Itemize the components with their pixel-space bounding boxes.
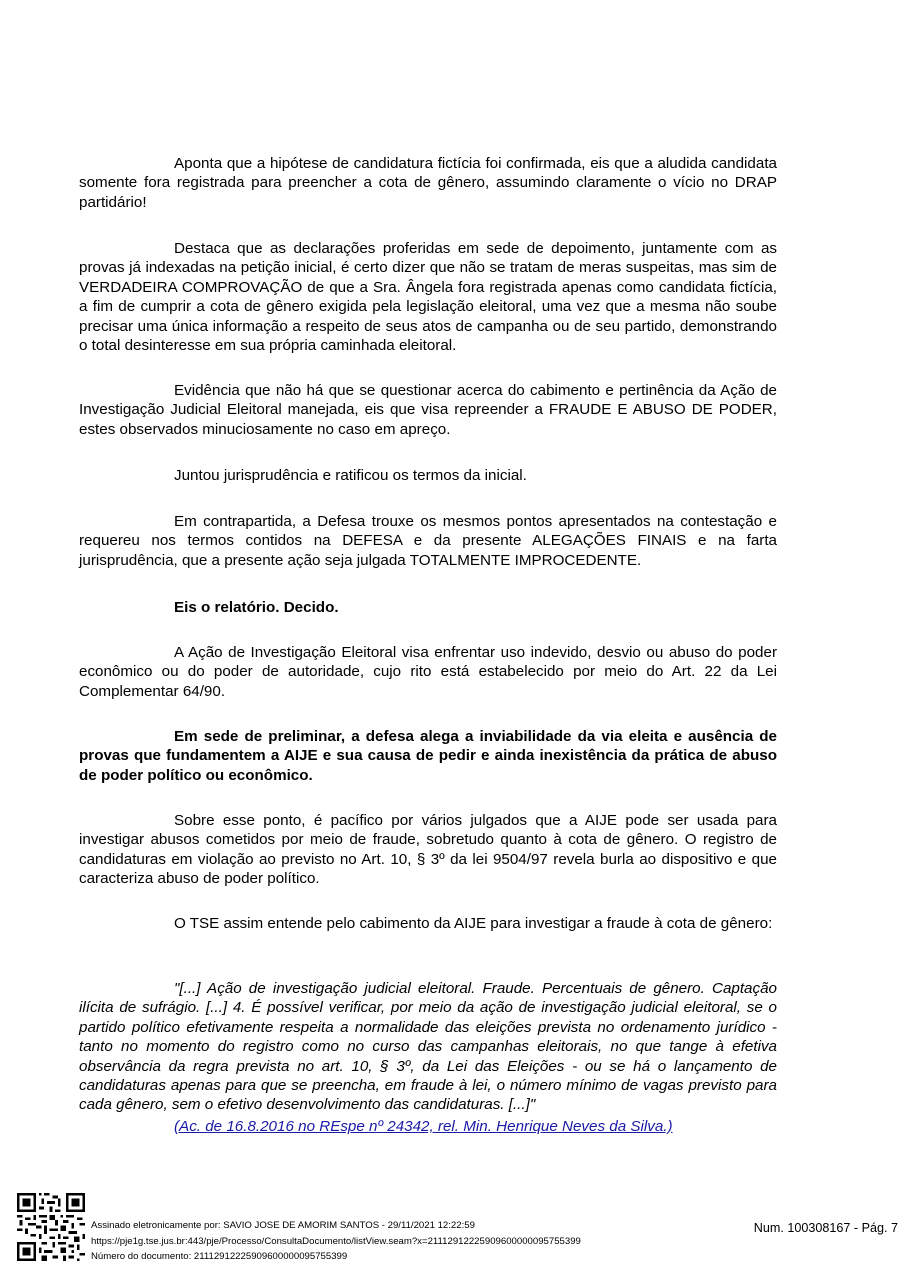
paragraph-hipotese: Aponta que a hipótese de candidatura fictícia foi confirmada, eis que a aludida candidata somente fora registrada para preencher a cota de gênero, assumindo claramente o vício no DRAP partidário!: [79, 155, 777, 211]
footer-signed-by: Assinado eletronicamente por: SAVIO JOSE DE AMORIM SANTOS - 29/11/2021 12:22:59: [91, 1220, 475, 1231]
paragraph-sobre-ponto: Sobre esse ponto, é pacífico por vários julgados que a AIJE pode ser usada para investigar abusos cometidos por meio de fraude, sobretudo quanto à cota de gênero. O registro de candidaturas em violação ao previsto no Art. 10, § 3º da lei 9504/97 revela burla ao dispositivo e que caracteriza abuso de poder político.: [79, 812, 777, 888]
citation-link[interactable]: (Ac. de 16.8.2016 no REspe nº 24342, rel. Min. Henrique Neves da Silva.): [174, 1118, 673, 1135]
page-number: Num. 100308167 - Pág. 7: [753, 1221, 898, 1235]
footer-doc-number: Número do documento: 21112912225909600000095755399: [91, 1251, 348, 1262]
paragraph-relatorio: Eis o relatório. Decido.: [174, 599, 339, 616]
paragraph-declaracoes: Destaca que as declarações proferidas em sede de depoimento, juntamente com as provas já indexadas na petição inicial, é certo dizer que não se tratam de meras suspeitas, mas sim de VERDADEIRA COMPROVAÇÃO de que a Sra. Ângela fora registrada apenas como candidata fictícia, a fim de cumprir a cota de gênero exigida pela legislação eleitoral, uma vez que a mesma não soube precisar uma única informação a respeito de seus atos de campanha ou de seu partido, demonstrando o total desinteresse em sua própria caminhada eleitoral.: [79, 240, 777, 355]
footer-url[interactable]: https://pje1g.tse.jus.br:443/pje/Processo/ConsultaDocumento/listView.seam?x=21112912225909600000095755399: [91, 1236, 581, 1247]
paragraph-quote: "[...] Ação de investigação judicial eleitoral. Fraude. Percentuais de gênero. Captação ilícita de sufrágio. [...] 4. É possível verificar, por meio da ação de investigação judicial eleitoral, se o partido político efetivamente respeita a normalidade das eleições prevista no ordenamento jurídico - tanto no momento do registro como no curso das campanhas eleitorais, no que tange à efetiva observância da regra prevista no art. 10, § 3º, da Lei das Eleições - ou se há o lançamento de candidaturas apenas para que se preencha, em fraude à lei, o número mínimo de vagas previsto para cada gênero, sem o efetivo desenvolvimento das candidaturas. [...]": [79, 980, 777, 1114]
paragraph-evidencia: Evidência que não há que se questionar acerca do cabimento e pertinência da Ação de Investigação Judicial Eleitoral manejada, eis que visa repreender a FRAUDE E ABUSO DE PODER, estes observados minuciosamente no caso em apreço.: [79, 382, 777, 438]
paragraph-contrapartida: Em contrapartida, a Defesa trouxe os mesmos pontos apresentados na contestação e requereu nos termos contidos na DEFESA e da presente ALEGAÇÕES FINAIS e na farta jurisprudência, que a presente ação seja julgada TOTALMENTE IMPROCEDENTE.: [79, 513, 777, 569]
paragraph-jurisprudencia: Juntou jurisprudência e ratificou os termos da inicial.: [174, 467, 527, 484]
qr-code-icon: [17, 1193, 85, 1261]
paragraph-preliminar: Em sede de preliminar, a defesa alega a inviabilidade da via eleita e ausência de provas que fundamentem a AIJE e sua causa de pedir e ainda inexistência da prática de abuso de poder político ou econômico.: [79, 728, 777, 784]
paragraph-tse: O TSE assim entende pelo cabimento da AIJE para investigar a fraude à cota de gênero:: [174, 915, 773, 932]
paragraph-acao-investigacao: A Ação de Investigação Eleitoral visa enfrentar uso indevido, desvio ou abuso do poder econômico ou do poder de autoridade, cujo rito está estabelecido por meio do Art. 22 da Lei Complementar 64/90.: [79, 644, 777, 700]
